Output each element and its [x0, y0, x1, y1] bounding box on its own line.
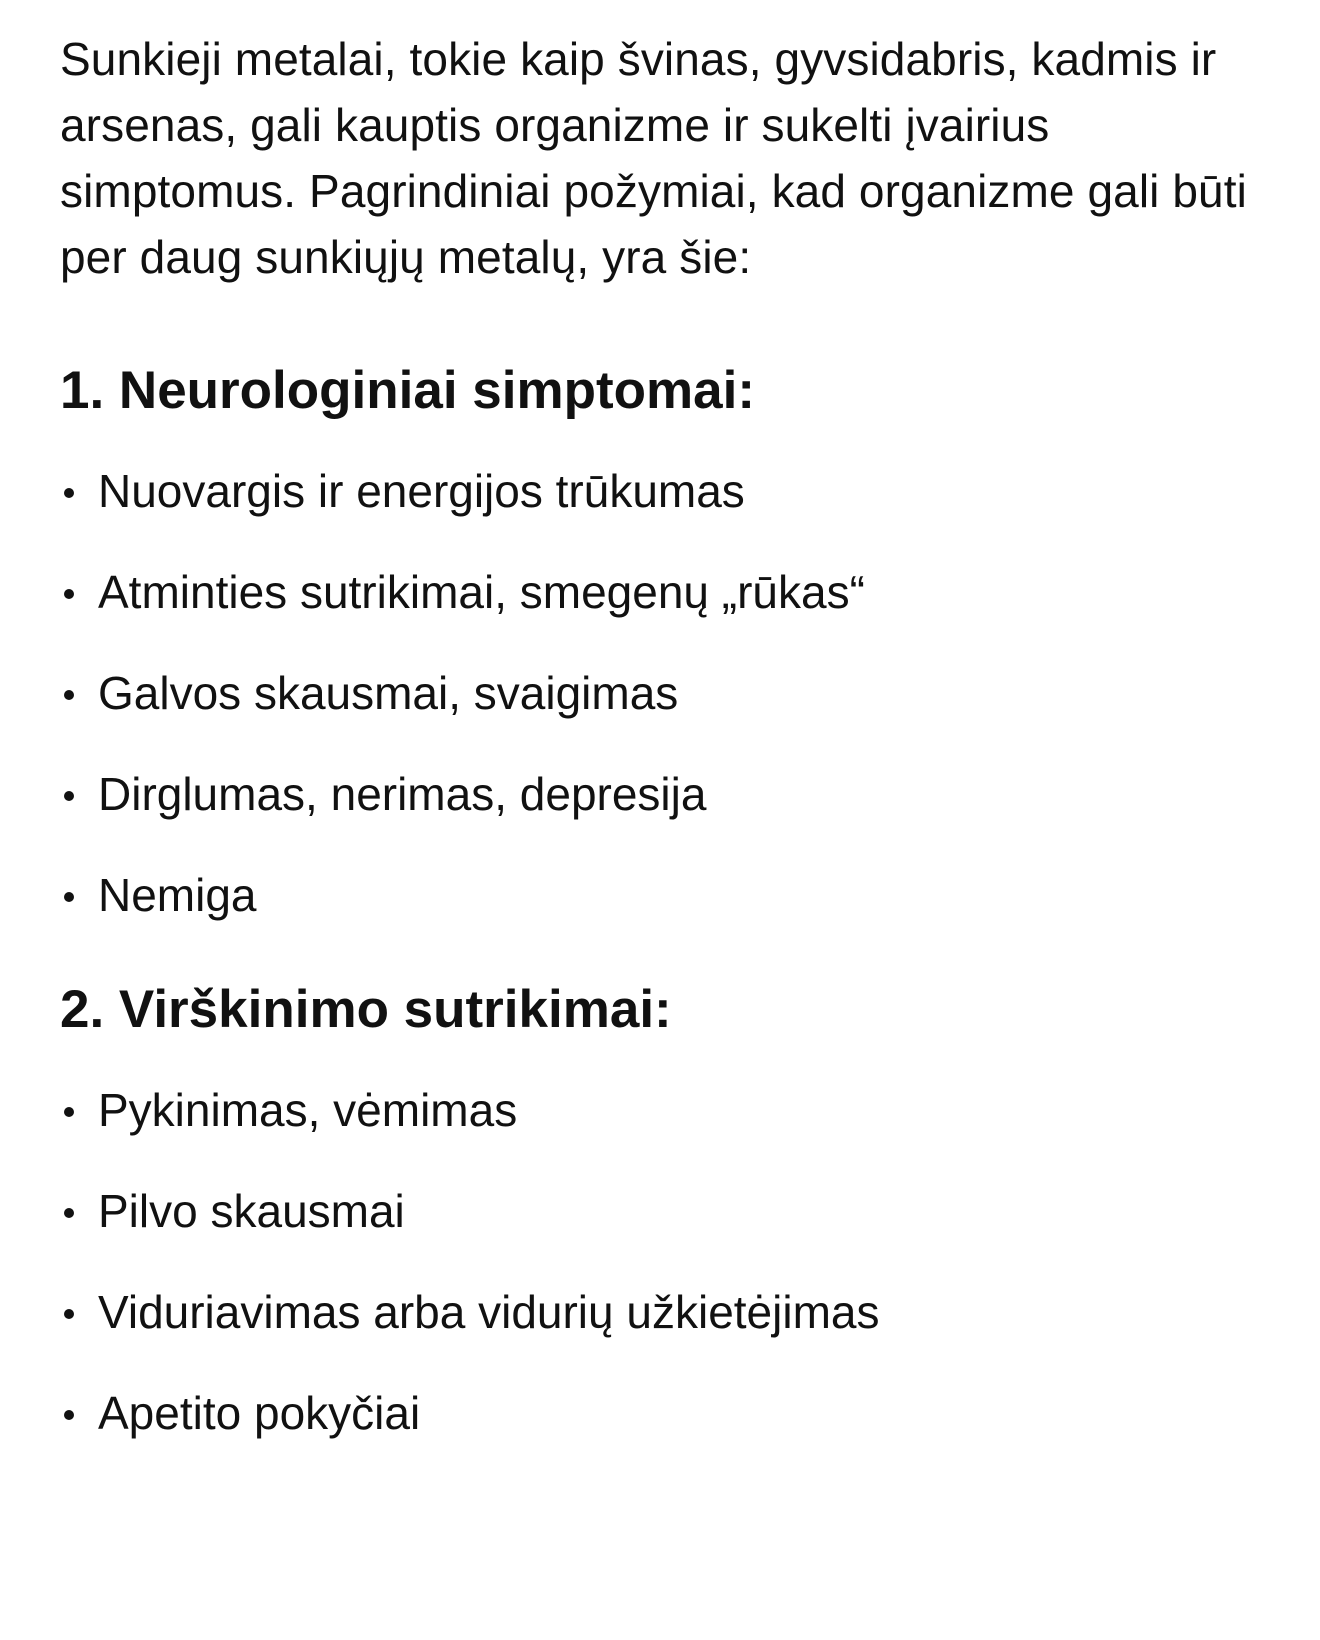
- section-heading: 2. Virškinimo sutrikimai:: [60, 980, 672, 1039]
- list-item-text: Apetito pokyčiai: [98, 1387, 421, 1439]
- bullet-list: [60, 1077, 1260, 1446]
- list-item-text: Pilvo skausmai: [98, 1185, 405, 1237]
- bullet-icon: [64, 589, 74, 599]
- bullet-icon: [64, 488, 74, 498]
- list-item-text: Galvos skausmai, svaigimas: [98, 667, 679, 719]
- bullet-list: [60, 458, 1260, 928]
- list-item: [60, 862, 1260, 928]
- bullet-icon: [64, 791, 74, 801]
- bullet-icon: [64, 1107, 74, 1117]
- bullet-icon: [64, 1410, 74, 1420]
- bullet-icon: [64, 690, 74, 700]
- list-item-text: Nemiga: [98, 869, 257, 921]
- list-item: [60, 1077, 1260, 1143]
- list-item-text: Viduriavimas arba vidurių užkietėjimas: [98, 1286, 880, 1338]
- list-item: [60, 660, 1260, 726]
- bullet-icon: [64, 1309, 74, 1319]
- list-item: [60, 761, 1260, 827]
- list-item: [60, 1178, 1260, 1244]
- list-item-text: Dirglumas, nerimas, depresija: [98, 768, 707, 820]
- list-item: [60, 1380, 1260, 1446]
- list-item: [60, 458, 1260, 524]
- chat-message: [60, 26, 1260, 1446]
- list-item-text: Pykinimas, vėmimas: [98, 1084, 518, 1136]
- section-neurological: [60, 358, 1260, 928]
- list-item: [60, 1279, 1260, 1345]
- list-item-text: Nuovargis ir energijos trūkumas: [98, 465, 745, 517]
- section-heading: 1. Neurologiniai simptomai:: [60, 361, 755, 420]
- list-item: [60, 559, 1260, 625]
- section-digestive: [60, 977, 1260, 1446]
- intro-paragraph: Sunkieji metalai, tokie kaip švinas, gyvsidabris, kadmis ir arsenas, gali kauptis organizme ir sukelti įvairius simptomus. Pagrindiniai požymiai, kad organizme gali būti per daug sunkiųjų metalų, yra šie:: [60, 33, 1247, 283]
- bullet-icon: [64, 1208, 74, 1218]
- list-item-text: Atminties sutrikimai, smegenų „rūkas“: [98, 566, 865, 618]
- bullet-icon: [64, 892, 74, 902]
